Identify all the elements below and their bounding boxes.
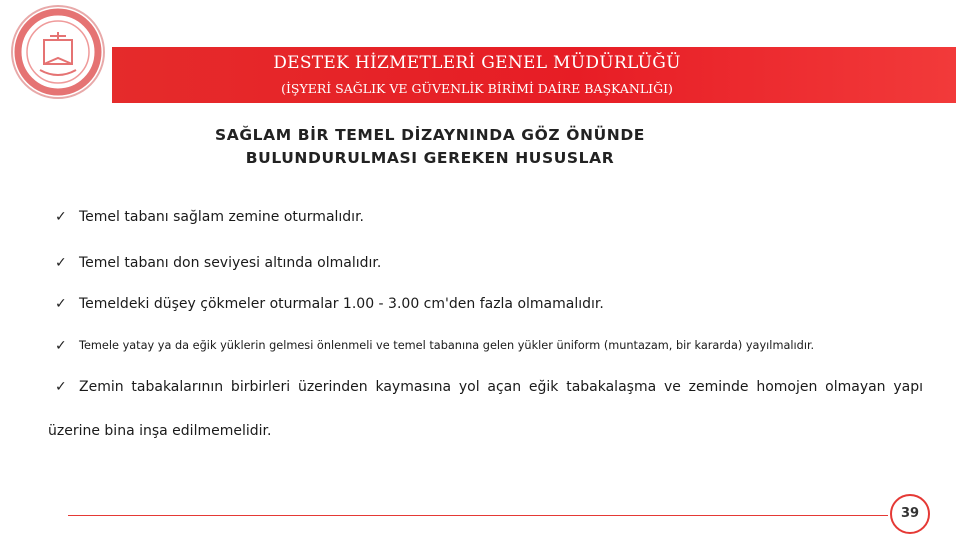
slide-heading [160,124,700,170]
checkmark-icon: ✓ [55,379,67,395]
checkmark-icon: ✓ [55,209,67,225]
header-banner [112,47,956,103]
checkmark-icon: ✓ [55,338,67,354]
list-item-text: Temele yatay ya da eğik yüklerin gelmesi önlenmeli ve temel tabanına gelen yükler üniform (muntazam, bir kararda) yayılmalıdır. [79,339,815,352]
list-item-text: Zemin tabakalarının birbirleri üzerinden kaymasına yol açan eğik tabakalaşma ve zeminde homojen olmayan yapı [79,379,923,395]
meb-seal-icon [4,2,112,102]
checkmark-icon: ✓ [55,296,67,312]
page-number: 39 [890,494,930,534]
list-item-text: Temeldeki düşey çökmeler oturmalar 1.00 - 3.00 cm'den fazla olmamalıdır. [79,296,604,312]
heading-line-1: SAĞLAM BİR TEMEL DİZAYNINDA GÖZ ÖNÜNDE [214,126,645,144]
footer-divider [68,515,888,516]
list-item-text: Temel tabanı don seviyesi altında olmalıdır. [79,255,382,271]
heading-line-2: BULUNDURULMASI GEREKEN HUSUSLAR [245,149,615,167]
list-item-text: Temel tabanı sağlam zemine oturmalıdır. [79,209,364,225]
header-title: DESTEK HİZMETLERİ GENEL MÜDÜRLÜĞÜ [273,53,681,73]
list-item-continuation: üzerine bina inşa edilmemelidir. [48,423,272,439]
checkmark-icon: ✓ [55,255,67,271]
header-subtitle: (İŞYERİ SAĞLIK VE GÜVENLİK BİRİMİ DAİRE BAŞKANLIĞI) [281,81,673,96]
